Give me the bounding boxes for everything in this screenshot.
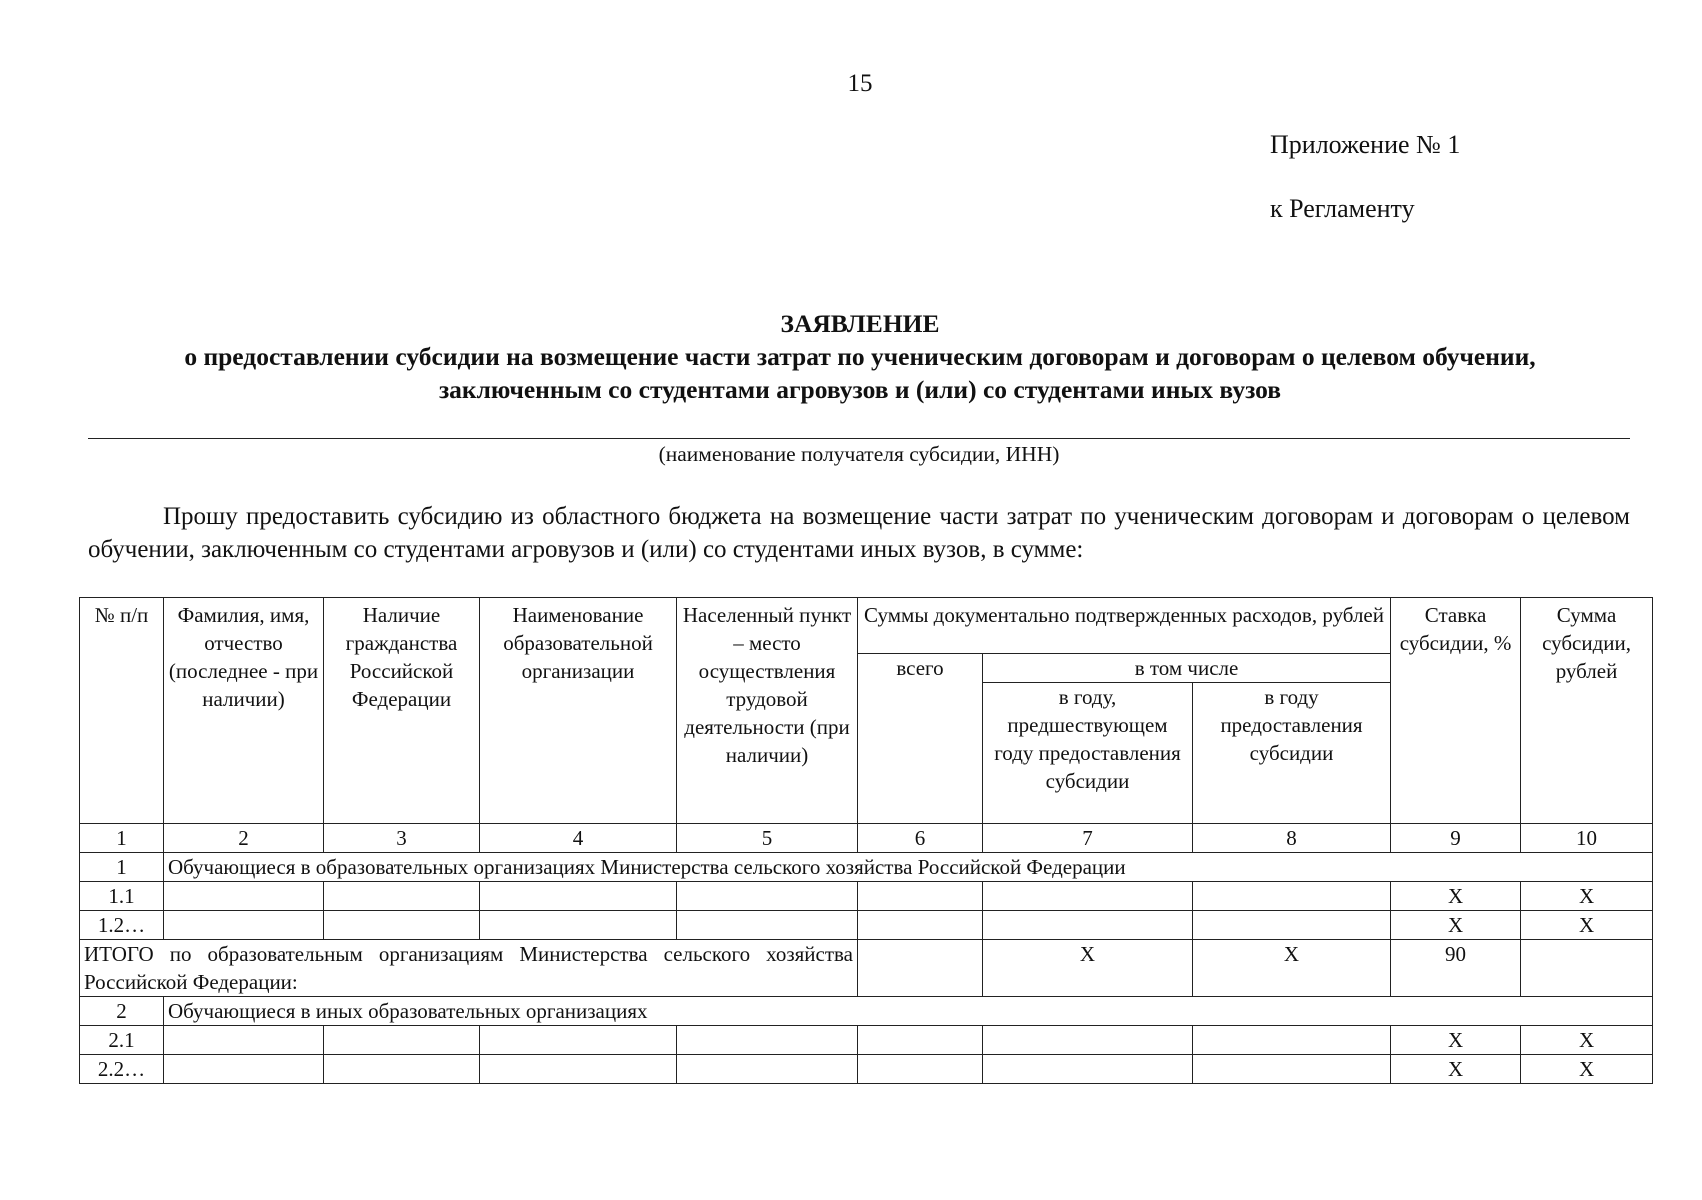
row-number: 2.1 xyxy=(80,1026,164,1055)
appendix-note xyxy=(1270,130,1460,224)
recipient-caption: (наименование получателя субсидии, ИНН) xyxy=(658,442,1060,466)
locality-cell[interactable] xyxy=(677,1055,858,1084)
section-1-total-row xyxy=(80,940,1653,997)
total-cell[interactable] xyxy=(858,1026,983,1055)
column-number: 8 xyxy=(1193,824,1391,853)
table-row xyxy=(80,911,1653,940)
column-number: 6 xyxy=(858,824,983,853)
total-label: ИТОГО по образовательным организациям Министерства сельского хозяйства Российской Федерации: xyxy=(80,940,858,997)
column-number: 7 xyxy=(983,824,1193,853)
name-cell[interactable] xyxy=(164,1055,324,1084)
locality-cell[interactable] xyxy=(677,911,858,940)
subsidy-table xyxy=(79,597,1653,1084)
header-rate: Ставка субсидии, % xyxy=(1391,598,1521,824)
row-number: 1.2… xyxy=(80,911,164,940)
recipient-fill-line xyxy=(88,438,1630,439)
citizenship-cell[interactable] xyxy=(324,1026,480,1055)
appendix-line-2: к Регламенту xyxy=(1270,194,1415,223)
header-amount: Сумма субсидии, рублей xyxy=(1521,598,1653,824)
amount-cell: X xyxy=(1521,1026,1653,1055)
prev-year-cell[interactable] xyxy=(983,1055,1193,1084)
rate-cell: X xyxy=(1391,882,1521,911)
amount-cell: X xyxy=(1521,1055,1653,1084)
locality-cell[interactable] xyxy=(677,1026,858,1055)
table-row xyxy=(80,882,1653,911)
organization-cell[interactable] xyxy=(480,911,677,940)
header-locality: Населенный пункт – место осуществления трудовой деятельности (при наличии) xyxy=(677,598,858,824)
name-cell[interactable] xyxy=(164,882,324,911)
organization-cell[interactable] xyxy=(480,1055,677,1084)
organization-cell[interactable] xyxy=(480,882,677,911)
header-organization: Наименование образовательной организации xyxy=(480,598,677,824)
column-number: 10 xyxy=(1521,824,1653,853)
column-number: 1 xyxy=(80,824,164,853)
section-1-row xyxy=(80,853,1653,882)
document-title xyxy=(90,307,1630,406)
total-cell[interactable] xyxy=(858,911,983,940)
rate-cell: X xyxy=(1391,1055,1521,1084)
total-cell[interactable] xyxy=(858,940,983,997)
total-cell[interactable] xyxy=(858,882,983,911)
header-including: в том числе xyxy=(983,654,1391,683)
total-prev-year: X xyxy=(983,940,1193,997)
prev-year-cell[interactable] xyxy=(983,1026,1193,1055)
name-cell[interactable] xyxy=(164,1026,324,1055)
total-amount-cell[interactable] xyxy=(1521,940,1653,997)
subsidy-year-cell[interactable] xyxy=(1193,1026,1391,1055)
column-number: 3 xyxy=(324,824,480,853)
title-line-1: о предоставлении субсидии на возмещение части затрат по ученическим договорам и договорам о целевом обучении, xyxy=(184,342,1536,371)
organization-cell[interactable] xyxy=(480,1026,677,1055)
appendix-line-1: Приложение № 1 xyxy=(1270,130,1461,159)
locality-cell[interactable] xyxy=(677,882,858,911)
prev-year-cell[interactable] xyxy=(983,911,1193,940)
header-sums-group: Суммы документально подтвержденных расходов, рублей xyxy=(858,598,1391,654)
section-2-title: Обучающиеся в иных образовательных организациях xyxy=(164,997,1653,1026)
column-number: 9 xyxy=(1391,824,1521,853)
header-total: всего xyxy=(858,654,983,824)
amount-cell: X xyxy=(1521,882,1653,911)
row-number: 2.2… xyxy=(80,1055,164,1084)
section-1-number: 1 xyxy=(80,853,164,882)
total-subsidy-year: X xyxy=(1193,940,1391,997)
section-2-number: 2 xyxy=(80,997,164,1026)
header-prev-year: в году, предшествующем году предоставления субсидии xyxy=(983,683,1193,824)
total-cell[interactable] xyxy=(858,1055,983,1084)
column-number: 2 xyxy=(164,824,324,853)
subsidy-year-cell[interactable] xyxy=(1193,1055,1391,1084)
table-row xyxy=(80,1026,1653,1055)
amount-cell: X xyxy=(1521,911,1653,940)
section-2-row xyxy=(80,997,1653,1026)
subsidy-year-cell[interactable] xyxy=(1193,882,1391,911)
rate-cell: X xyxy=(1391,911,1521,940)
header-name: Фамилия, имя, отчество (последнее - при наличии) xyxy=(164,598,324,824)
rate-cell: X xyxy=(1391,1026,1521,1055)
section-1-title: Обучающиеся в образовательных организациях Министерства сельского хозяйства Российской Федерации xyxy=(164,853,1653,882)
header-subsidy-year: в году предоставления субсидии xyxy=(1193,683,1391,824)
citizenship-cell[interactable] xyxy=(324,1055,480,1084)
table-row xyxy=(80,1055,1653,1084)
column-number: 4 xyxy=(480,824,677,853)
title-heading: ЗАЯВЛЕНИЕ xyxy=(780,309,940,338)
prev-year-cell[interactable] xyxy=(983,882,1193,911)
citizenship-cell[interactable] xyxy=(324,911,480,940)
subsidy-year-cell[interactable] xyxy=(1193,911,1391,940)
total-rate: 90 xyxy=(1391,940,1521,997)
row-number: 1.1 xyxy=(80,882,164,911)
page-number: 15 xyxy=(847,70,873,97)
request-paragraph: Прошу предоставить субсидию из областного бюджета на возмещение части затрат по ученическим договорам и договорам о целевом обучении, заключенным со студентами агровузов и (или) со студентами иных вузов, в сумме: xyxy=(88,503,1630,563)
title-line-2: заключенным со студентами агровузов и (или) со студентами иных вузов xyxy=(438,375,1282,404)
name-cell[interactable] xyxy=(164,911,324,940)
column-number: 5 xyxy=(677,824,858,853)
header-num: № п/п xyxy=(80,598,164,824)
header-citizenship: Наличие гражданства Российской Федерации xyxy=(324,598,480,824)
citizenship-cell[interactable] xyxy=(324,882,480,911)
